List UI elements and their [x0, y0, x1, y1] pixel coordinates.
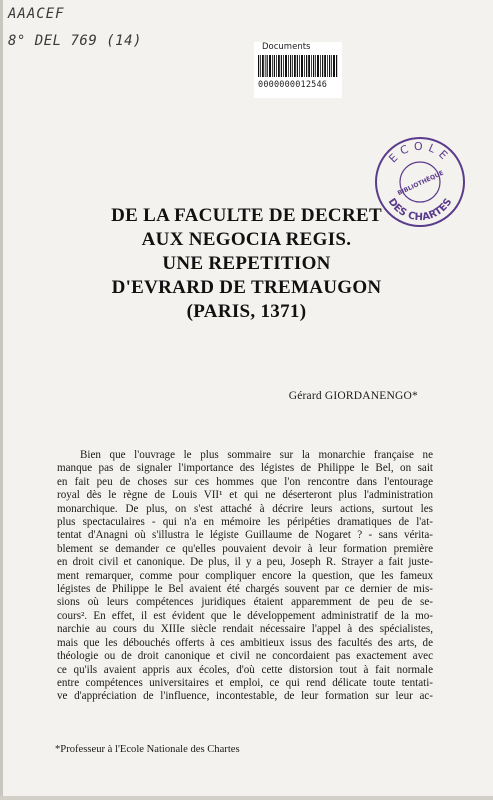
- barcode-caption: Documents: [262, 42, 311, 52]
- body-line: sions où leurs compétences juridiques étaient apparemment de peu de se-: [57, 596, 433, 609]
- stamp-bottom-text: DES CHARTES: [385, 196, 455, 224]
- stamp-center-text: BIBLIOTHÈQUE: [396, 169, 445, 198]
- body-line: en fait peu de choses sur ces hommes que l'on rencontre dans l'entourage: [57, 475, 433, 488]
- body-line: plus spectaculaires - qui n'a en mémoire les péripéties dramatiques de l'at-: [57, 516, 433, 529]
- body-line: blement se demander ce qu'elles pouvaient devoir à leur formation première: [57, 542, 433, 555]
- barcode-number: 0000000012546: [258, 80, 328, 90]
- body-line: royal dès le règne de Louis VII¹ et qui ne déserteront plus l'administration: [57, 489, 433, 502]
- title-line: DE LA FACULTE DE DECRET: [111, 205, 382, 226]
- body-line: théologie ou de droit canonique et civil ne concordaient pas exactement avec: [57, 650, 433, 663]
- body-line: Bien que l'ouvrage le plus sommaire sur la monarchie française ne: [80, 449, 433, 461]
- body-line: légistes de Philippe le Bel avaient été chargés souvent par ce dernier de mis-: [57, 583, 433, 596]
- body-line: en droit civil et canonique. De plus, il y a peu, Joseph R. Strayer a fait juste-: [57, 556, 433, 569]
- title-line: (PARIS, 1371): [186, 301, 307, 322]
- footnote: *Professeur à l'Ecole Nationale des Chartes: [55, 744, 240, 755]
- body-line: ve d'appréciation de l'influence, incontestable, de leur formation sur leur ac-: [57, 690, 433, 703]
- body-line: cours². En effet, il est évident que le développement administratif de la mo-: [57, 609, 433, 622]
- body-line: tentat d'Anagni où s'illustra le légiste Guillaume de Nogaret ? - sans vérita-: [57, 529, 433, 542]
- title-line: UNE REPETITION: [162, 253, 331, 274]
- article-title: [40, 204, 453, 324]
- scan-edge: [0, 796, 493, 800]
- article-body: [57, 449, 433, 704]
- author-name: Gérard GIORDANENGO*: [288, 390, 418, 402]
- handwritten-shelfmark-line-2: 8° DEL 769 (14): [8, 33, 142, 49]
- body-line: ment remarquer, comme pour compliquer encore la question, que les fameux: [57, 569, 433, 582]
- barcode-label: [254, 42, 342, 98]
- title-line: AUX NEGOCIA REGIS.: [141, 229, 352, 250]
- stamp-top-text: ECOLE: [386, 139, 454, 166]
- barcode-icon: [258, 55, 338, 77]
- body-line: monarchique. De plus, on s'est attaché à décrire leurs actions, surtout les: [57, 502, 433, 515]
- body-line: narchie au cours du XIIIe siècle rendait nécessaire l'appel à des spécialistes,: [57, 623, 433, 636]
- scan-edge: [0, 0, 3, 800]
- body-line: entre compétences universitaires et emploi, ce qui rend délicate toute tentati-: [57, 676, 433, 689]
- body-line: mais que les débouchés offerts à ces ambitieux issus des facultés des arts, de: [57, 636, 433, 649]
- body-line: ce qu'ils avaient appris aux écoles, d'où cette distorsion tout à fait normale: [57, 663, 433, 676]
- title-line: D'EVRARD DE TREMAUGON: [111, 277, 382, 298]
- body-line: manque pas de signaler l'importance des légistes de Philippe le Bel, on sait: [57, 462, 433, 475]
- handwritten-shelfmark-line-1: AAACEF: [8, 6, 65, 22]
